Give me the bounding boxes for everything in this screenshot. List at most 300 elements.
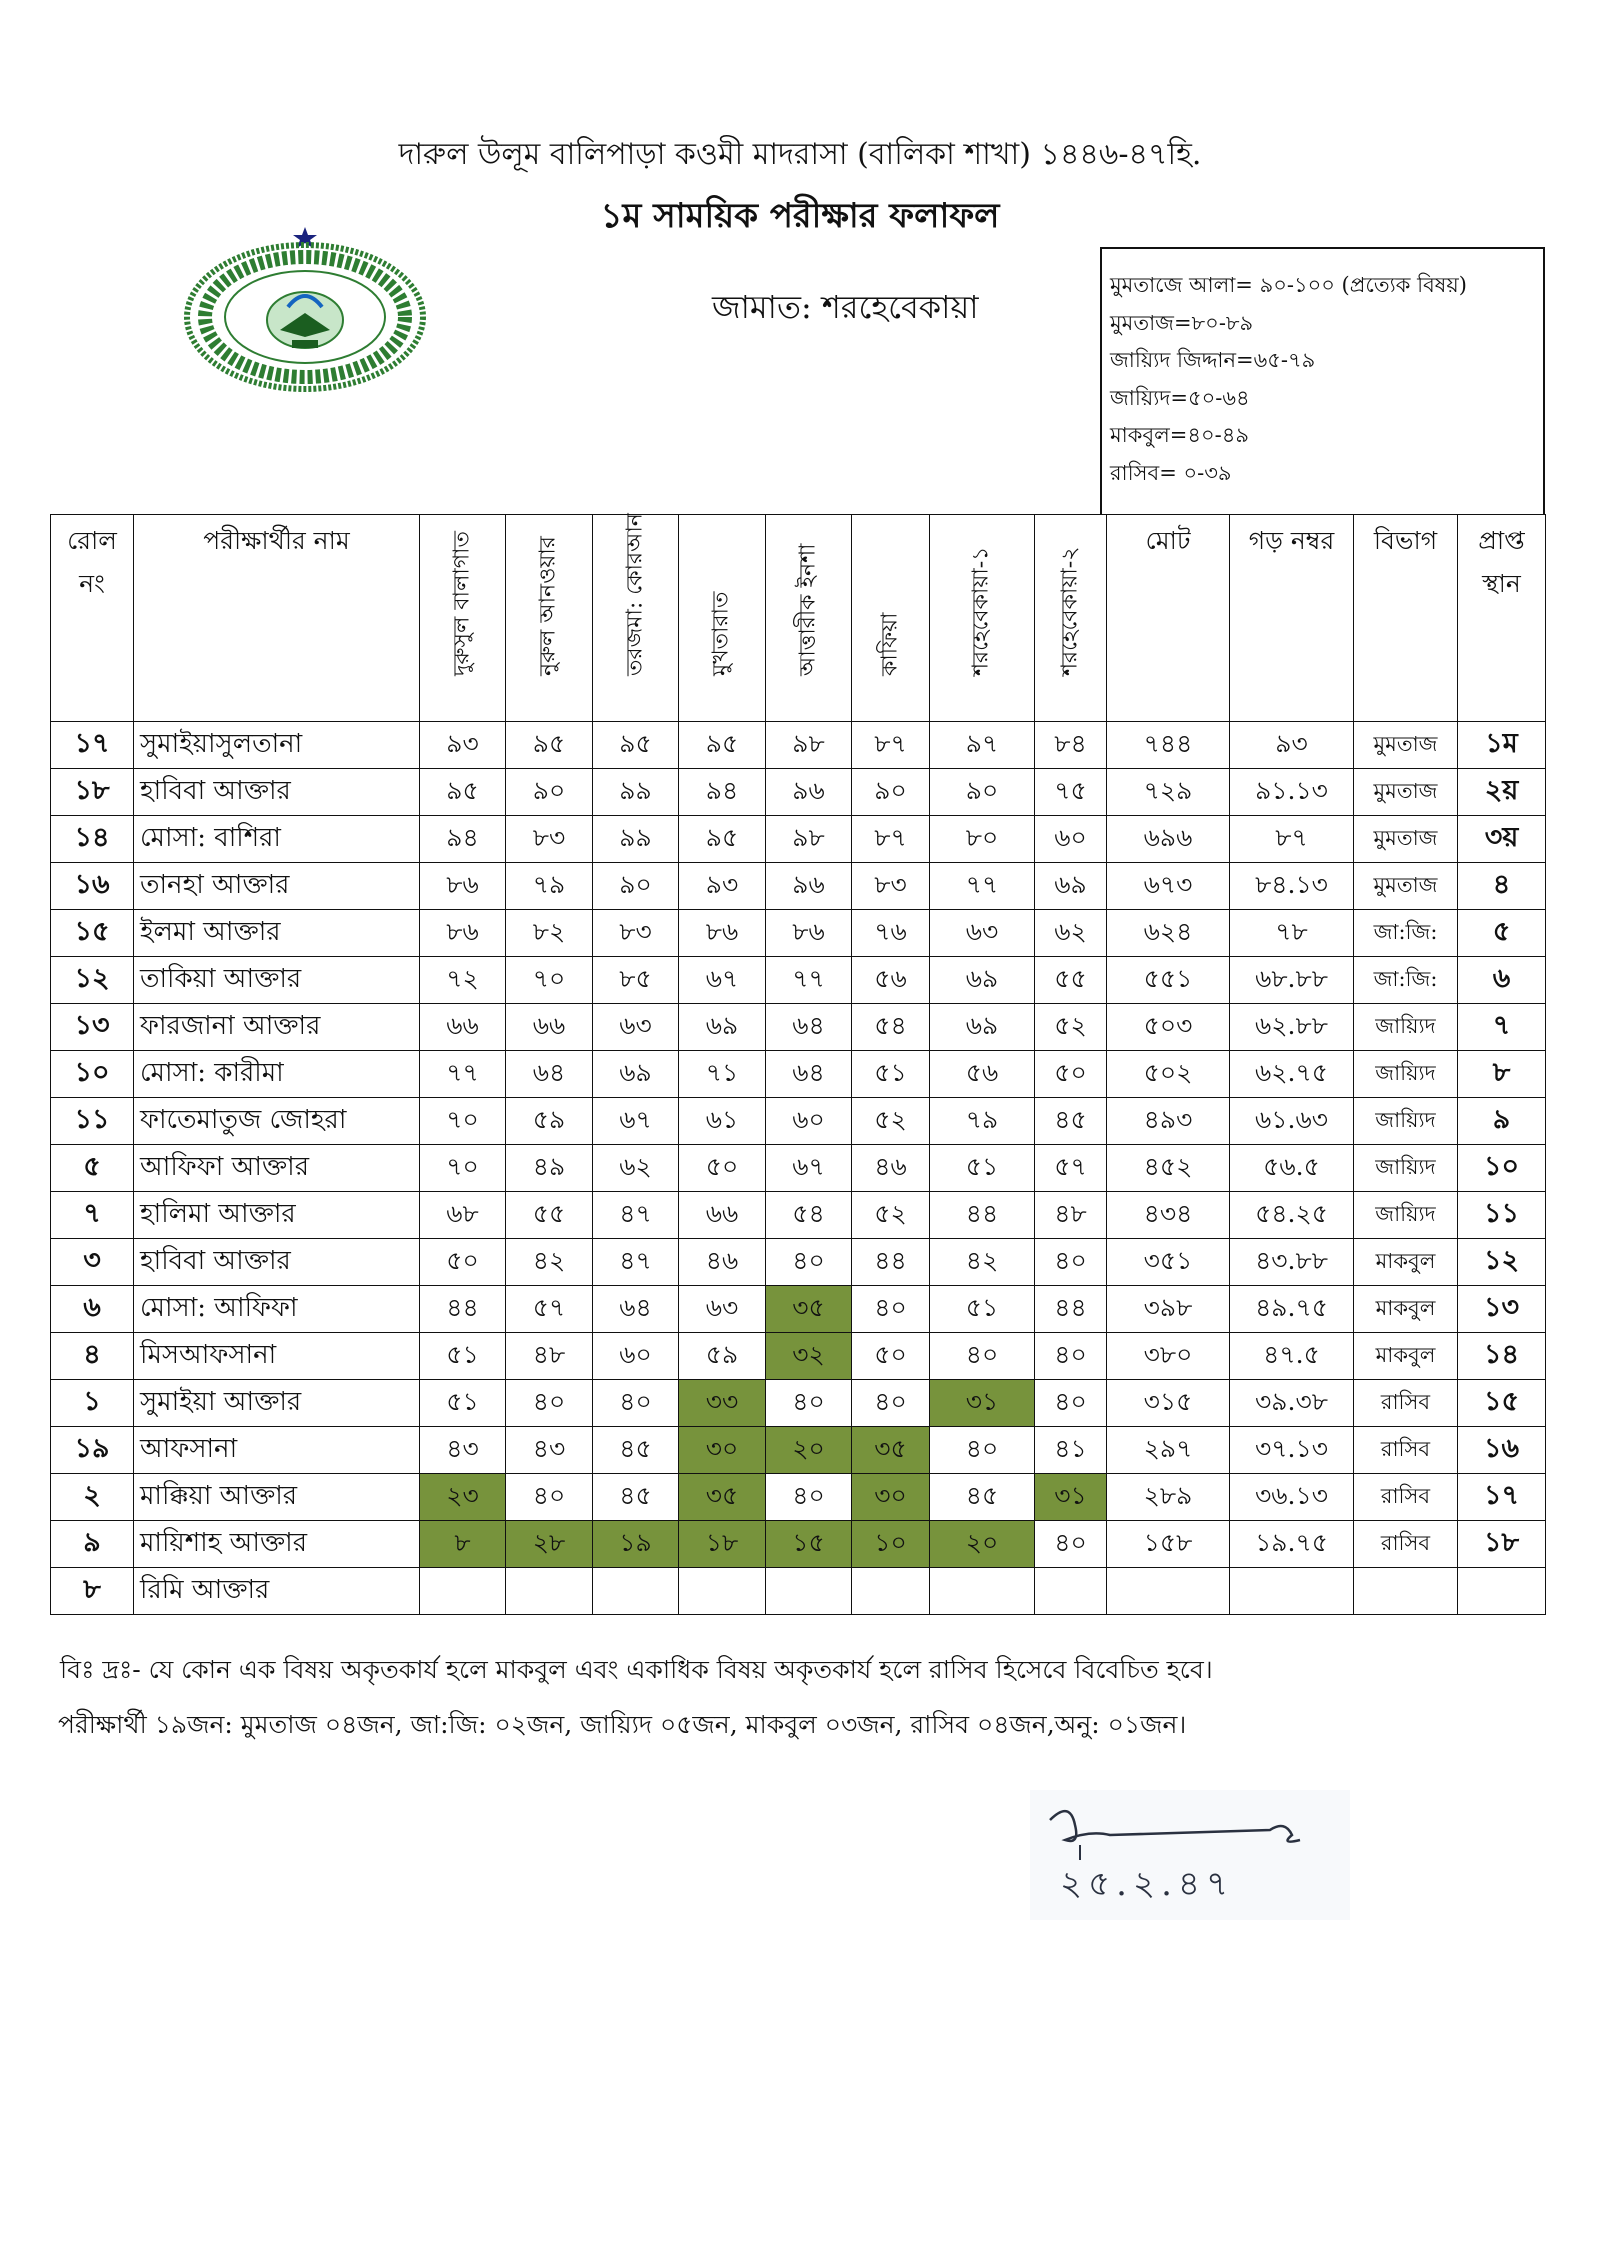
mark-cell: ৯৫ bbox=[679, 816, 766, 863]
mark-cell: ৯৫ bbox=[679, 722, 766, 769]
position-cell: ১০ bbox=[1458, 1145, 1546, 1192]
position-cell: ১২ bbox=[1458, 1239, 1546, 1286]
position-cell: ১৮ bbox=[1458, 1521, 1546, 1568]
total-cell: ৫০২ bbox=[1107, 1051, 1230, 1098]
mark-cell: ৪৯ bbox=[506, 1145, 593, 1192]
student-name-cell: ফারজানা আক্তার bbox=[134, 1004, 420, 1051]
total-cell: ৬২৪ bbox=[1107, 910, 1230, 957]
division-cell: জায়্যিদ bbox=[1354, 1051, 1458, 1098]
class-label: জামাত: শরহেবেকায়া bbox=[712, 288, 979, 326]
division-cell bbox=[1354, 1568, 1458, 1615]
mark-cell: ৫১ bbox=[930, 1286, 1035, 1333]
student-name-cell: রিমি আক্তার bbox=[134, 1568, 420, 1615]
mark-cell: ৬০ bbox=[766, 1098, 852, 1145]
average-cell: ৮৭ bbox=[1230, 816, 1354, 863]
mark-cell: ৯০ bbox=[506, 769, 593, 816]
mark-cell: ৪৮ bbox=[506, 1333, 593, 1380]
mark-cell: ৪৮ bbox=[1035, 1192, 1107, 1239]
mark-cell: ৩২ bbox=[766, 1333, 852, 1380]
roll-cell: ৫ bbox=[51, 1145, 134, 1192]
result-table bbox=[50, 514, 1546, 1615]
institution-title: দারুল উলূম বালিপাড়া কওমী মাদরাসা (বালিকা শাখা) ১৪৪৬-৪৭হি. bbox=[398, 137, 1202, 172]
position-cell: ১৩ bbox=[1458, 1286, 1546, 1333]
mark-cell: ৮৪ bbox=[1035, 722, 1107, 769]
roll-cell: ১ bbox=[51, 1380, 134, 1427]
mark-cell: ৪৪ bbox=[420, 1286, 506, 1333]
mark-cell: ৭৭ bbox=[766, 957, 852, 1004]
mark-cell: ৬০ bbox=[593, 1333, 679, 1380]
total-cell: ২৯৭ bbox=[1107, 1427, 1230, 1474]
mark-cell: ৮৭ bbox=[852, 816, 930, 863]
mark-cell: ৬২ bbox=[1035, 910, 1107, 957]
total-cell: ৪৯৩ bbox=[1107, 1098, 1230, 1145]
mark-cell: ৫৯ bbox=[506, 1098, 593, 1145]
position-cell: ৪ bbox=[1458, 863, 1546, 910]
mark-cell: ৯০ bbox=[593, 863, 679, 910]
mark-cell: ৪০ bbox=[766, 1239, 852, 1286]
division-cell: জা:জি: bbox=[1354, 910, 1458, 957]
mark-cell: ৮ bbox=[420, 1521, 506, 1568]
position-cell: ৭ bbox=[1458, 1004, 1546, 1051]
roll-cell: ৯ bbox=[51, 1521, 134, 1568]
mark-cell: ৬৬ bbox=[420, 1004, 506, 1051]
division-cell: মাকবুল bbox=[1354, 1239, 1458, 1286]
roll-cell: ১৩ bbox=[51, 1004, 134, 1051]
mark-cell: ৯৬ bbox=[766, 769, 852, 816]
mark-cell: ৬৭ bbox=[679, 957, 766, 1004]
mark-cell: ৯০ bbox=[852, 769, 930, 816]
total-cell: ৩৫১ bbox=[1107, 1239, 1230, 1286]
total-cell: ৩৯৮ bbox=[1107, 1286, 1230, 1333]
legend-item: জায়্যিদ জিদ্দান=৬৫-৭৯ bbox=[1110, 348, 1316, 372]
position-cell: ১১ bbox=[1458, 1192, 1546, 1239]
mark-cell: ৭০ bbox=[420, 1098, 506, 1145]
mark-cell: ৬৯ bbox=[930, 957, 1035, 1004]
student-name-cell: মাক্কিয়া আক্তার bbox=[134, 1474, 420, 1521]
mark-cell: ৪৫ bbox=[593, 1474, 679, 1521]
average-cell: ৯৩ bbox=[1230, 722, 1354, 769]
note-summary: পরীক্ষার্থী ১৯জন: মুমতাজ ০৪জন, জা:জি: ০২জন, জায়্যিদ ০৫জন, মাকবুল ০৩জন, রাসিব ০৪জন,অনু: ০১জন। bbox=[58, 1710, 1187, 1739]
note-failure-rule: বিঃ দ্রঃ- যে কোন এক বিষয় অকৃতকার্য হলে মাকবুল এবং একাধিক বিষয় অকৃতকার্য হলে রাসিব হিসেবে বিবেচিত হবে। bbox=[60, 1655, 1213, 1684]
mark-cell: ৯৯ bbox=[593, 769, 679, 816]
mark-cell: ৫৭ bbox=[1035, 1145, 1107, 1192]
average-cell: ৩৬.১৩ bbox=[1230, 1474, 1354, 1521]
header-subject-4: মুখতারাত bbox=[679, 515, 766, 722]
mark-cell: ৬৯ bbox=[930, 1004, 1035, 1051]
mark-cell: ৬০ bbox=[1035, 816, 1107, 863]
average-cell: ৯১.১৩ bbox=[1230, 769, 1354, 816]
header-division: বিভাগ bbox=[1354, 515, 1458, 722]
average-cell: ৫৬.৫ bbox=[1230, 1145, 1354, 1192]
mark-cell: ৬২ bbox=[593, 1145, 679, 1192]
roll-cell: ৩ bbox=[51, 1239, 134, 1286]
mark-cell: ২৮ bbox=[506, 1521, 593, 1568]
mark-cell: ৬৪ bbox=[766, 1004, 852, 1051]
mark-cell: ২৩ bbox=[420, 1474, 506, 1521]
mark-cell: ৬৪ bbox=[506, 1051, 593, 1098]
header-subject-6: কাফিয়া bbox=[852, 515, 930, 722]
division-cell: রাসিব bbox=[1354, 1427, 1458, 1474]
mark-cell: ৫০ bbox=[420, 1239, 506, 1286]
mark-cell: ৪৫ bbox=[593, 1427, 679, 1474]
mark-cell: ৮৬ bbox=[766, 910, 852, 957]
header-subject-3: তরজমা: কোরআন bbox=[593, 515, 679, 722]
mark-cell: ৩৩ bbox=[679, 1380, 766, 1427]
header-row bbox=[51, 515, 1546, 722]
average-cell: ৫৪.২৫ bbox=[1230, 1192, 1354, 1239]
mark-cell: ৬৬ bbox=[506, 1004, 593, 1051]
average-cell: ৪৩.৮৮ bbox=[1230, 1239, 1354, 1286]
mark-cell: ৭৫ bbox=[1035, 769, 1107, 816]
mark-cell: ৪৭ bbox=[593, 1192, 679, 1239]
average-cell: ৪৯.৭৫ bbox=[1230, 1286, 1354, 1333]
division-cell: জা:জি: bbox=[1354, 957, 1458, 1004]
position-cell: ৮ bbox=[1458, 1051, 1546, 1098]
mark-cell: ৪৪ bbox=[1035, 1286, 1107, 1333]
position-cell: ৫ bbox=[1458, 910, 1546, 957]
student-name-cell: তানহা আক্তার bbox=[134, 863, 420, 910]
mark-cell: ৩১ bbox=[1035, 1474, 1107, 1521]
student-name-cell: মোসা: বাশিরা bbox=[134, 816, 420, 863]
mark-cell: ৬৮ bbox=[420, 1192, 506, 1239]
mark-cell bbox=[506, 1568, 593, 1615]
total-cell: ২৮৯ bbox=[1107, 1474, 1230, 1521]
average-cell: ৩৭.১৩ bbox=[1230, 1427, 1354, 1474]
total-cell: ১৫৮ bbox=[1107, 1521, 1230, 1568]
mark-cell: ৪০ bbox=[506, 1380, 593, 1427]
mark-cell: ৪৬ bbox=[679, 1239, 766, 1286]
header-roll: রোল নং bbox=[51, 515, 134, 722]
table-row bbox=[51, 863, 1546, 910]
total-cell: ৫০৩ bbox=[1107, 1004, 1230, 1051]
mark-cell: ৭৭ bbox=[930, 863, 1035, 910]
mark-cell: ৯৫ bbox=[593, 722, 679, 769]
mark-cell: ৮৩ bbox=[593, 910, 679, 957]
table-row bbox=[51, 1145, 1546, 1192]
mark-cell: ৫১ bbox=[852, 1051, 930, 1098]
mark-cell: ১০ bbox=[852, 1521, 930, 1568]
header-subject-5: আত্তারীক ইনশা bbox=[766, 515, 852, 722]
position-cell: ৯ bbox=[1458, 1098, 1546, 1145]
table-row bbox=[51, 1333, 1546, 1380]
average-cell: ৬৮.৮৮ bbox=[1230, 957, 1354, 1004]
header-subject-1: দুরুসুল বালাগাত bbox=[420, 515, 506, 722]
student-name-cell: হাবিবা আক্তার bbox=[134, 769, 420, 816]
table-row bbox=[51, 1521, 1546, 1568]
header-name: পরীক্ষার্থীর নাম bbox=[134, 515, 420, 722]
table-row bbox=[51, 1568, 1546, 1615]
mark-cell: ৬৯ bbox=[593, 1051, 679, 1098]
mark-cell: ৯০ bbox=[930, 769, 1035, 816]
mark-cell: ৩৫ bbox=[679, 1474, 766, 1521]
mark-cell: ৫০ bbox=[852, 1333, 930, 1380]
mark-cell: ৯৩ bbox=[420, 722, 506, 769]
mark-cell: ৫১ bbox=[420, 1333, 506, 1380]
mark-cell: ৭৭ bbox=[420, 1051, 506, 1098]
student-name-cell: মায়িশাহ আক্তার bbox=[134, 1521, 420, 1568]
mark-cell: ৫০ bbox=[679, 1145, 766, 1192]
mark-cell: ৫০ bbox=[1035, 1051, 1107, 1098]
mark-cell: ৪০ bbox=[930, 1333, 1035, 1380]
mark-cell: ৪০ bbox=[852, 1286, 930, 1333]
table-row bbox=[51, 1427, 1546, 1474]
table-row bbox=[51, 957, 1546, 1004]
division-cell: রাসিব bbox=[1354, 1521, 1458, 1568]
mark-cell: ৯৮ bbox=[766, 816, 852, 863]
mark-cell: ৪১ bbox=[1035, 1427, 1107, 1474]
table-row bbox=[51, 722, 1546, 769]
mark-cell: ৭৯ bbox=[930, 1098, 1035, 1145]
roll-cell: ১৫ bbox=[51, 910, 134, 957]
division-cell: জায়্যিদ bbox=[1354, 1192, 1458, 1239]
mark-cell: ৮৭ bbox=[852, 722, 930, 769]
mark-cell: ৯৫ bbox=[420, 769, 506, 816]
mark-cell bbox=[679, 1568, 766, 1615]
grade-legend bbox=[1100, 247, 1545, 515]
mark-cell: ৪৫ bbox=[930, 1474, 1035, 1521]
position-cell: ১ম bbox=[1458, 722, 1546, 769]
average-cell: ৬২.৭৫ bbox=[1230, 1051, 1354, 1098]
table-row bbox=[51, 1239, 1546, 1286]
student-name-cell: ইলমা আক্তার bbox=[134, 910, 420, 957]
mark-cell: ১৮ bbox=[679, 1521, 766, 1568]
mark-cell: ৯৫ bbox=[506, 722, 593, 769]
exam-title: ১ম সাময়িক পরীক্ষার ফলাফল bbox=[600, 196, 1000, 236]
mark-cell: ৪০ bbox=[1035, 1333, 1107, 1380]
mark-cell: ৪০ bbox=[593, 1380, 679, 1427]
total-cell bbox=[1107, 1568, 1230, 1615]
mark-cell: ৬৯ bbox=[679, 1004, 766, 1051]
mark-cell: ৬৭ bbox=[593, 1098, 679, 1145]
total-cell: ৬৭৩ bbox=[1107, 863, 1230, 910]
mark-cell: ৭১ bbox=[679, 1051, 766, 1098]
mark-cell bbox=[420, 1568, 506, 1615]
mark-cell: ৫৫ bbox=[1035, 957, 1107, 1004]
average-cell: ৬১.৬৩ bbox=[1230, 1098, 1354, 1145]
student-name-cell: তাকিয়া আক্তার bbox=[134, 957, 420, 1004]
division-cell: জায়্যিদ bbox=[1354, 1004, 1458, 1051]
student-name-cell: সুমাইয়া আক্তার bbox=[134, 1380, 420, 1427]
mark-cell: ৪৩ bbox=[506, 1427, 593, 1474]
mark-cell: ৭৯ bbox=[506, 863, 593, 910]
student-name-cell: ফাতেমাতুজ জোহরা bbox=[134, 1098, 420, 1145]
legend-item: রাসিব= ০-৩৯ bbox=[1110, 460, 1232, 485]
mark-cell: ৫৯ bbox=[679, 1333, 766, 1380]
mark-cell: ৬৪ bbox=[766, 1051, 852, 1098]
mark-cell: ৮২ bbox=[506, 910, 593, 957]
total-cell: ৩১৫ bbox=[1107, 1380, 1230, 1427]
header-subject-7: শরহেবেকায়া-১ bbox=[930, 515, 1035, 722]
total-cell: ৪৫২ bbox=[1107, 1145, 1230, 1192]
mark-cell: ৪৬ bbox=[852, 1145, 930, 1192]
mark-cell: ৭০ bbox=[420, 1145, 506, 1192]
mark-cell: ৪০ bbox=[1035, 1239, 1107, 1286]
mark-cell bbox=[1035, 1568, 1107, 1615]
mark-cell: ৭০ bbox=[506, 957, 593, 1004]
mark-cell: ৬১ bbox=[679, 1098, 766, 1145]
mark-cell: ৪০ bbox=[1035, 1521, 1107, 1568]
legend-item: মুমতাজ=৮০-৮৯ bbox=[1110, 310, 1254, 335]
mark-cell bbox=[930, 1568, 1035, 1615]
mark-cell: ৭৬ bbox=[852, 910, 930, 957]
roll-cell: ৭ bbox=[51, 1192, 134, 1239]
mark-cell: ৫৫ bbox=[506, 1192, 593, 1239]
table-row bbox=[51, 1286, 1546, 1333]
roll-cell: ৪ bbox=[51, 1333, 134, 1380]
legend-item: মুমতাজে আলা= ৯০-১০০ (প্রত্যেক বিষয়) bbox=[1110, 273, 1467, 297]
mark-cell: ৩০ bbox=[679, 1427, 766, 1474]
mark-cell: ৪২ bbox=[506, 1239, 593, 1286]
mark-cell: ৩৫ bbox=[766, 1286, 852, 1333]
header-position: প্রাপ্ত স্থান bbox=[1458, 515, 1546, 722]
mark-cell: ৯৪ bbox=[679, 769, 766, 816]
legend-item: জায়্যিদ=৫০-৬৪ bbox=[1110, 385, 1250, 410]
mark-cell: ১৫ bbox=[766, 1521, 852, 1568]
student-name-cell: মোসা: আফিফা bbox=[134, 1286, 420, 1333]
division-cell: রাসিব bbox=[1354, 1380, 1458, 1427]
mark-cell: ৪৩ bbox=[420, 1427, 506, 1474]
mark-cell: ৫৭ bbox=[506, 1286, 593, 1333]
mark-cell: ৪০ bbox=[766, 1474, 852, 1521]
mark-cell: ২০ bbox=[766, 1427, 852, 1474]
division-cell: জায়্যিদ bbox=[1354, 1145, 1458, 1192]
mark-cell: ৩০ bbox=[852, 1474, 930, 1521]
mark-cell: ৯৩ bbox=[679, 863, 766, 910]
mark-cell: ৯৯ bbox=[593, 816, 679, 863]
position-cell: ১৭ bbox=[1458, 1474, 1546, 1521]
mark-cell: ৩১ bbox=[930, 1380, 1035, 1427]
average-cell: ৭৮ bbox=[1230, 910, 1354, 957]
mark-cell: ৪৪ bbox=[930, 1192, 1035, 1239]
signature-date: ২৫.২.৪৭ bbox=[1060, 1864, 1235, 1904]
mark-cell: ৫২ bbox=[852, 1098, 930, 1145]
mark-cell: ৫১ bbox=[930, 1145, 1035, 1192]
total-cell: ৪৩৪ bbox=[1107, 1192, 1230, 1239]
mark-cell: ৬৭ bbox=[766, 1145, 852, 1192]
mark-cell bbox=[766, 1568, 852, 1615]
roll-cell: ১০ bbox=[51, 1051, 134, 1098]
mark-cell: ২০ bbox=[930, 1521, 1035, 1568]
mark-cell: ৪০ bbox=[506, 1474, 593, 1521]
roll-cell: ৮ bbox=[51, 1568, 134, 1615]
legend-item: মাকবুল=৪০-৪৯ bbox=[1110, 423, 1250, 447]
mark-cell: ৬৯ bbox=[1035, 863, 1107, 910]
mark-cell: ৮৬ bbox=[420, 863, 506, 910]
table-row bbox=[51, 769, 1546, 816]
average-cell bbox=[1230, 1568, 1354, 1615]
average-cell: ৪৭.৫ bbox=[1230, 1333, 1354, 1380]
table-row bbox=[51, 816, 1546, 863]
mark-cell: ৮০ bbox=[930, 816, 1035, 863]
mark-cell: ১৯ bbox=[593, 1521, 679, 1568]
table-row bbox=[51, 910, 1546, 957]
average-cell: ৮৪.১৩ bbox=[1230, 863, 1354, 910]
mark-cell: ৮৬ bbox=[420, 910, 506, 957]
total-cell: ৬৯৬ bbox=[1107, 816, 1230, 863]
division-cell: জায়্যিদ bbox=[1354, 1098, 1458, 1145]
mark-cell: ৫২ bbox=[1035, 1004, 1107, 1051]
position-cell: ১৫ bbox=[1458, 1380, 1546, 1427]
mark-cell: ৬৩ bbox=[679, 1286, 766, 1333]
roll-cell: ২ bbox=[51, 1474, 134, 1521]
header-total: মোট bbox=[1107, 515, 1230, 722]
division-cell: রাসিব bbox=[1354, 1474, 1458, 1521]
average-cell: ৬২.৮৮ bbox=[1230, 1004, 1354, 1051]
mark-cell: ৫৪ bbox=[852, 1004, 930, 1051]
mark-cell: ৪০ bbox=[852, 1380, 930, 1427]
mark-cell: ৭২ bbox=[420, 957, 506, 1004]
mark-cell: ৫৬ bbox=[852, 957, 930, 1004]
mark-cell: ৮৬ bbox=[679, 910, 766, 957]
mark-cell: ৪০ bbox=[930, 1427, 1035, 1474]
mark-cell: ৫৬ bbox=[930, 1051, 1035, 1098]
student-name-cell: হালিমা আক্তার bbox=[134, 1192, 420, 1239]
division-cell: মাকবুল bbox=[1354, 1286, 1458, 1333]
table-row bbox=[51, 1098, 1546, 1145]
student-name-cell: আফিফা আক্তার bbox=[134, 1145, 420, 1192]
total-cell: ৭৪৪ bbox=[1107, 722, 1230, 769]
mark-cell: ৩৫ bbox=[852, 1427, 930, 1474]
header-subject-8: শরহেবেকায়া-২ bbox=[1035, 515, 1107, 722]
mark-cell: ৪৪ bbox=[852, 1239, 930, 1286]
division-cell: মুমতাজ bbox=[1354, 722, 1458, 769]
position-cell: ৩য় bbox=[1458, 816, 1546, 863]
madrasa-seal-logo bbox=[180, 225, 430, 395]
mark-cell: ৬৩ bbox=[593, 1004, 679, 1051]
student-name-cell: হাবিবা আক্তার bbox=[134, 1239, 420, 1286]
mark-cell: ৮৩ bbox=[506, 816, 593, 863]
mark-cell: ৯৬ bbox=[766, 863, 852, 910]
roll-cell: ১১ bbox=[51, 1098, 134, 1145]
roll-cell: ৬ bbox=[51, 1286, 134, 1333]
mark-cell bbox=[852, 1568, 930, 1615]
mark-cell: ৪২ bbox=[930, 1239, 1035, 1286]
position-cell: ৬ bbox=[1458, 957, 1546, 1004]
mark-cell: ৪৫ bbox=[1035, 1098, 1107, 1145]
mark-cell: ৮৫ bbox=[593, 957, 679, 1004]
mark-cell: ৬৪ bbox=[593, 1286, 679, 1333]
header-subject-2: নুরুল আনওয়ার bbox=[506, 515, 593, 722]
average-cell: ১৯.৭৫ bbox=[1230, 1521, 1354, 1568]
roll-cell: ১৪ bbox=[51, 816, 134, 863]
position-cell: ১৬ bbox=[1458, 1427, 1546, 1474]
total-cell: ৫৫১ bbox=[1107, 957, 1230, 1004]
mark-cell: ৫১ bbox=[420, 1380, 506, 1427]
mark-cell: ৮৩ bbox=[852, 863, 930, 910]
table-row bbox=[51, 1004, 1546, 1051]
average-cell: ৩৯.৩৮ bbox=[1230, 1380, 1354, 1427]
division-cell: মুমতাজ bbox=[1354, 769, 1458, 816]
student-name-cell: মোসা: কারীমা bbox=[134, 1051, 420, 1098]
division-cell: মুমতাজ bbox=[1354, 863, 1458, 910]
mark-cell: ৪০ bbox=[1035, 1380, 1107, 1427]
total-cell: ৭২৯ bbox=[1107, 769, 1230, 816]
roll-cell: ১৭ bbox=[51, 722, 134, 769]
roll-cell: ১২ bbox=[51, 957, 134, 1004]
roll-cell: ১৬ bbox=[51, 863, 134, 910]
table-row bbox=[51, 1380, 1546, 1427]
position-cell: ২য় bbox=[1458, 769, 1546, 816]
division-cell: মাকবুল bbox=[1354, 1333, 1458, 1380]
mark-cell: ৪০ bbox=[766, 1380, 852, 1427]
division-cell: মুমতাজ bbox=[1354, 816, 1458, 863]
roll-cell: ১৯ bbox=[51, 1427, 134, 1474]
position-cell: ১৪ bbox=[1458, 1333, 1546, 1380]
total-cell: ৩৮০ bbox=[1107, 1333, 1230, 1380]
mark-cell: ৪৭ bbox=[593, 1239, 679, 1286]
table-row bbox=[51, 1474, 1546, 1521]
mark-cell: ৬৩ bbox=[930, 910, 1035, 957]
